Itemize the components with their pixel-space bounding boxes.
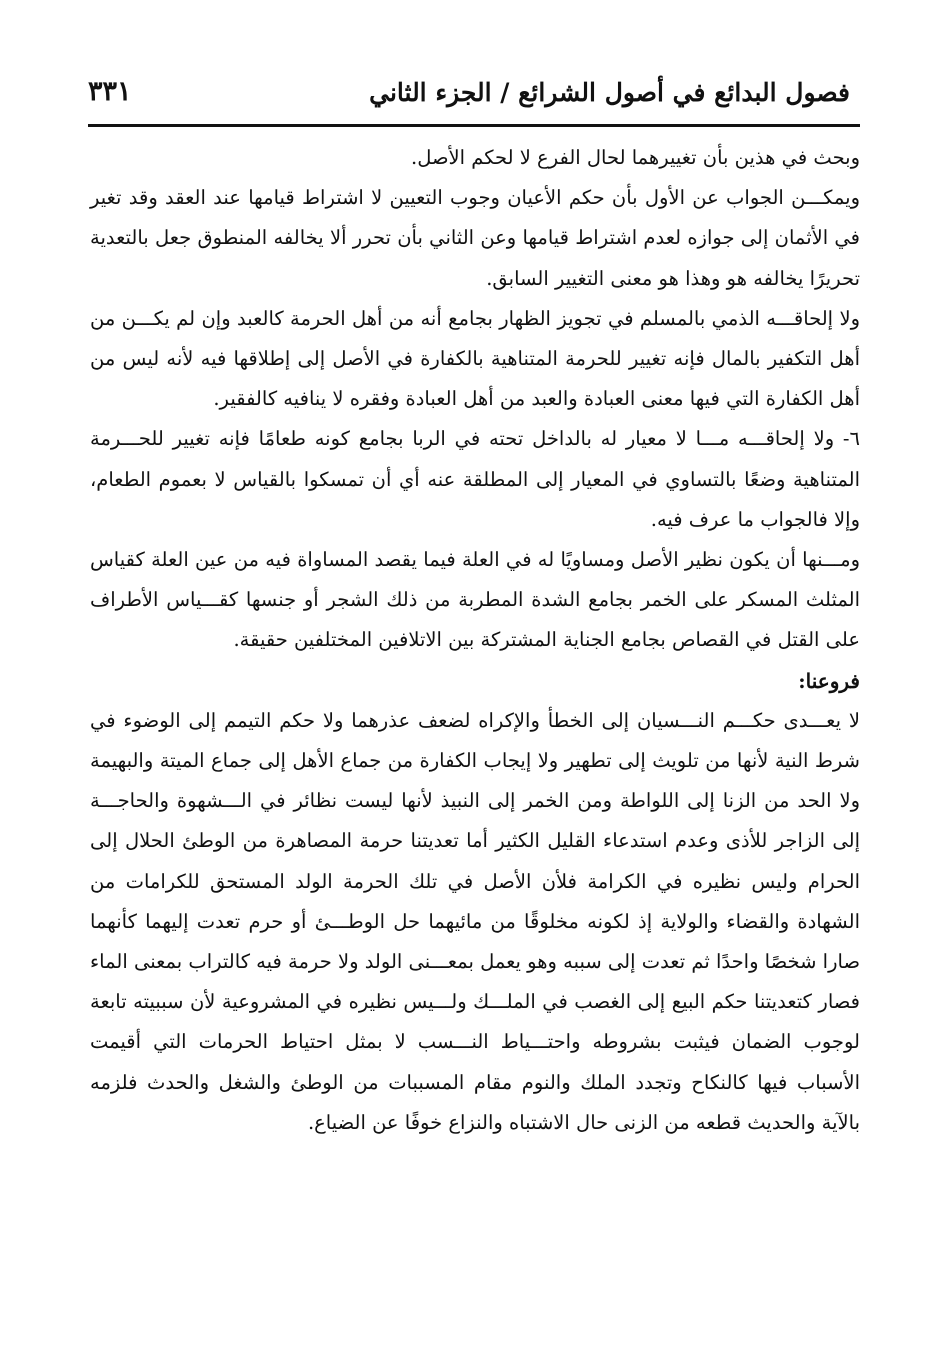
- paragraph: لا يعـــدى حكـــم النـــسيان إلى الخطأ والإكراه لضعف عذرهما ولا حكم التيمم إلى الوضوء في شرط النية لأنها من تلويث إلى تطهير ولا إيجاب الكفارة من جماع الأهل إلى جماع الميتة والبهيمة ولا الحد من الزنا إلى اللواطة ومن الخمر إلى النبيذ لأنها ليست نظائر في الـــشهوة والحاجـــة إلى الزاجر للأذى وعدم استدعاء القليل الكثير أما تعديتنا حرمة المصاهرة من الوطئ الحلال إلى الحرام وليس نظيره في الكرامة فلأن الأصل في تلك الحرمة الولد المستحق للكرامات من الشهادة والقضاء والولاية إذ لكونه مخلوقًا من مائيهما حل الوطـــئ أو حرم تعدت إليهما كأنهما صارا شخصًا واحدًا ثم تعدت إلى سببه وهو يعمل بمعـــنى الولد ولا حرمة فيه كالتراب بمعنى الماء فصار كتعديتنا حكم البيع إلى الغصب في الملـــك ولـــيس نظيره في المشروعية لأن سببيته تابعة لوجوب الضمان فيثبت بشروطه واحتـــياط النـــسب لا بمثل احتياط الحرمات التي أقيمت الأسباب فيها كالنكاح وتجدد الملك والنوم مقام المسببات من الوطئ والشغل والحدث فلزمه بالآية والحديث قطعه من الزنى حال الاشتباه والنزاع خوفًا عن الضياع.: [90, 708, 860, 1134]
- page-number: ٣٣١: [88, 76, 132, 107]
- paragraph: ولا إلحاقـــه الذمي بالمسلم في تجويز الظهار بجامع أنه من أهل الحرمة كالعبد وإن لم يكـــن من أهل التكفير بالمال فإنه تغيير للحرمة المتناهية بالكفارة في الأصل إلى إطلاقها فيه لأنه ليس من أهل الكفارة التي فيها معنى العبادة والعبد من أهل العبادة وفقره لا ينافيه كالفقير.: [90, 306, 860, 411]
- body-text: [90, 138, 860, 1143]
- running-title: فصول البدائع في أصول الشرائع / الجزء الثاني: [369, 78, 850, 107]
- paragraph: ٦- ولا إلحاقـــه مـــا لا معيار له بالداخل تحته في الربا بجامع كونه طعامًا فإنه تغيير للحـــرمة المتناهية وضعًا بالتساوي في المعيار إلى المطلقة عنه أي أن تمسكوا بالقياس لا بعموم الطعام، وإلا فالجواب ما عرف فيه.: [90, 427, 860, 531]
- paragraph: وبحث في هذين بأن تغييرهما لحال الفرع لا لحكم الأصل.: [411, 146, 860, 169]
- paragraph: ويمكـــن الجواب عن الأول بأن حكم الأعيان وجوب التعيين لا اشتراط قيامها عند العقد وقد تغير في الأثمان إلى جوازه لعدم اشتراط قيامها وعن الثاني بأن تحرر ألا يخالفه المنطوق جعل بالتعدية تحريرًا يخالفه هو وهذا هو معنى التغيير السابق.: [90, 186, 860, 290]
- paragraph: ومـــنها أن يكون نظير الأصل ومساويًا له في العلة فيما يقصد المساواة فيه من عين العلة كقياس المثلث المسكر على الخمر بجامع الشدة المطربة من ذلك الشجر أو جنسها كقـــياس الأطراف على القتل في القصاص بجامع الجناية المشتركة بين الاتلافين المختلفين حقيقة.: [90, 548, 860, 652]
- page-header: [88, 72, 850, 122]
- section-heading: فروعنا:: [798, 668, 860, 693]
- header-divider: [88, 124, 860, 127]
